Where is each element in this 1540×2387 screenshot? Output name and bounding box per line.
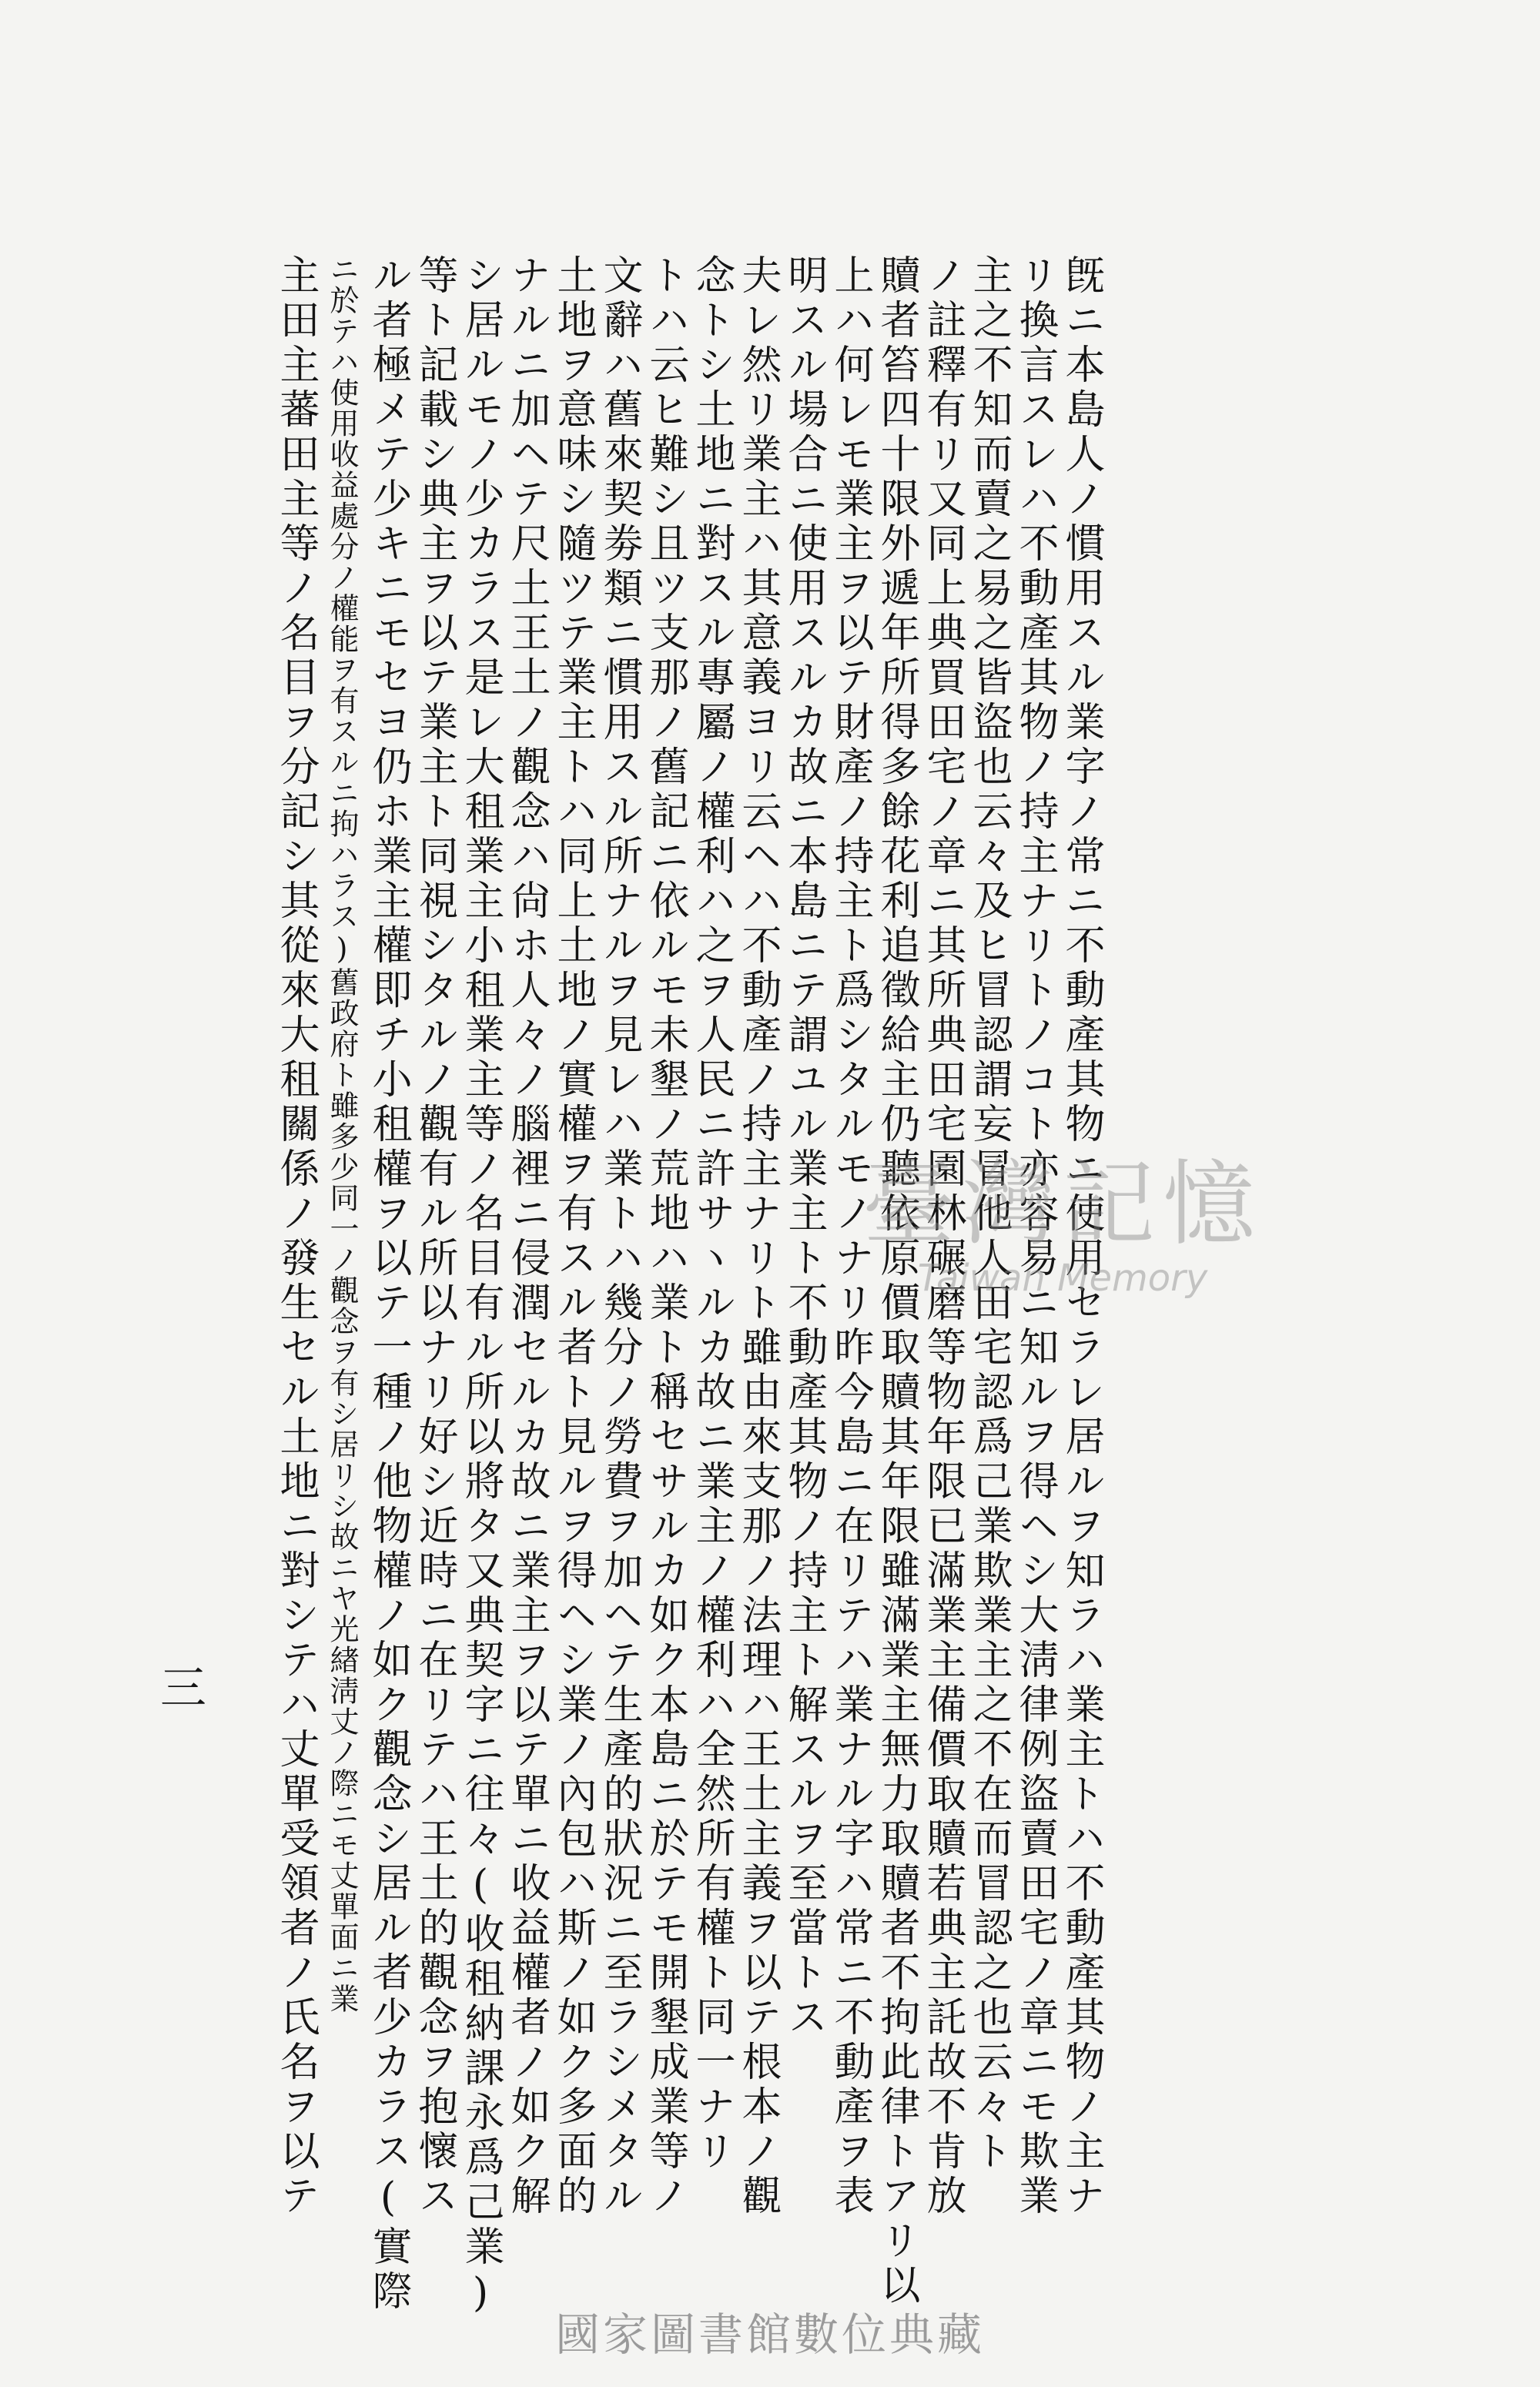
text-column-5: 贖者笞四十限外遞年所得多餘花利追徵給主仍聽依原價取贖其年限雖滿業主無力取贖者不拘此律トアリ以 <box>873 254 919 2308</box>
watermark-main-text: 臺灣記憶 <box>862 1151 1263 1258</box>
text-column-9: 念トシ土地ニ對スル專屬ノ權利ハ之ヲ人民ニ許サヽルカ故ニ業主ノ權利ハ全然所有權ト同一ナリ <box>688 254 735 2174</box>
footer-archive-label: 國家圖書館數位典藏 <box>554 2308 985 2361</box>
text-column-6: 上ハ何レモ業主ヲ以テ財產ノ持主ト爲シタルモノナリ昨今島ニ在リテハ業ナル字ハ常ニ不動產ヲ表 <box>827 254 873 2219</box>
text-column-11: 文辭ハ舊來契劵類ニ慣用スル所ナルヲ見レハ業トハ幾分ノ勞費ヲ加ヘテ生產的狀況ニ至ラシメタル <box>596 254 642 2219</box>
text-column-3: 主之不知而賣之易之皆盜也云々及ヒ冒認謂妄冒他人田宅認爲己業欺業主之不在而冒認之也云々ト <box>966 254 1012 2174</box>
text-column-16: ル者極メテ少キニモセヨ仍ホ業主權即チ小租權ヲ以テ一種ノ他物權ノ如ク觀念シ居ル者少カラス(實際 <box>365 254 411 2315</box>
text-column-18: 主田主蕃田主等ノ名目ヲ分記シ其從來大租關係ノ發生セル土地ニ對シテハ丈單受領者ノ氏名ヲ以テ <box>273 254 319 2219</box>
text-column-13: ナルニ加ヘテ尺土王土ノ觀念ハ尙ホ人々ノ腦裡ニ侵潤セルカ故ニ業主ヲ以テ單ニ收益權者ノ如ク解 <box>504 254 550 2219</box>
page-number: 三 <box>152 1663 206 1709</box>
text-column-7: 明スル場合ニ使用スルカ故ニ本島ニテ謂ユル業主ト不動產其物ノ持主ト解スルヲ至當トス <box>781 254 827 2040</box>
text-column-4: ノ註釋有リ又同上典買田宅ノ章ニ其所典田宅園林碾磨等物年限已滿業主備價取贖若典主託故不肯放 <box>919 254 966 2219</box>
text-column-8: 夫レ然リ業主ハ其意義ヨリ云ヘハ不動產ノ持主ナリト雖由來支那ノ法理ハ王土主義ヲ以テ根本ノ觀 <box>735 254 781 2219</box>
text-column-12: 土地ヲ意味シ隨ツテ業主トハ同上土地ノ實權ヲ有スル者ト見ルヲ得ヘシ業ノ內包ハ斯ノ如ク多面的 <box>550 254 596 2219</box>
text-column-14: シ居ルモノ少カラス是レ大租業主小租業主等ノ名目有ル所以將タ又典契字ニ往々(收租納課永爲己業) <box>457 254 504 2321</box>
watermark-sub-text: Taiwan Memory <box>917 1257 1208 1300</box>
text-column-2: リ換言スレハ不動產其物ノ持主ナリトノコト亦容易ニ知ルヲ得ヘシ大淸律例盜賣田宅ノ章ニモ欺業 <box>1012 254 1058 2219</box>
text-column-17-annotated: ニ於テハ使用收益處分ノ權能ヲ有スルニ拘ハラス)舊政府ト雖多少同一ノ觀念ヲ有シ居リシ故ニヤ光緖淸丈ノ際ニモ丈單面ニ業 <box>325 254 359 2014</box>
text-columns <box>273 254 1104 2321</box>
text-column-1: 旣ニ本島人ノ慣用スル業字ノ常ニ不動產其物ニ使用セラレ居ルヲ知ラハ業主トハ不動產其物ノ主ナ <box>1058 254 1104 2219</box>
text-column-15: 等ト記載シ典主ヲ以テ業主ト同視シタルノ觀有ル所以ナリ好シ近時ニ在リテハ王土的觀念ヲ抱懷ス <box>411 254 457 2219</box>
text-column-10: トハ云ヒ難シ且ツ支那ノ舊記ニ依ルモ未墾ノ荒地ハ業ト稱セサルカ如ク本島ニ於テモ開墾成業等ノ <box>642 254 688 2219</box>
